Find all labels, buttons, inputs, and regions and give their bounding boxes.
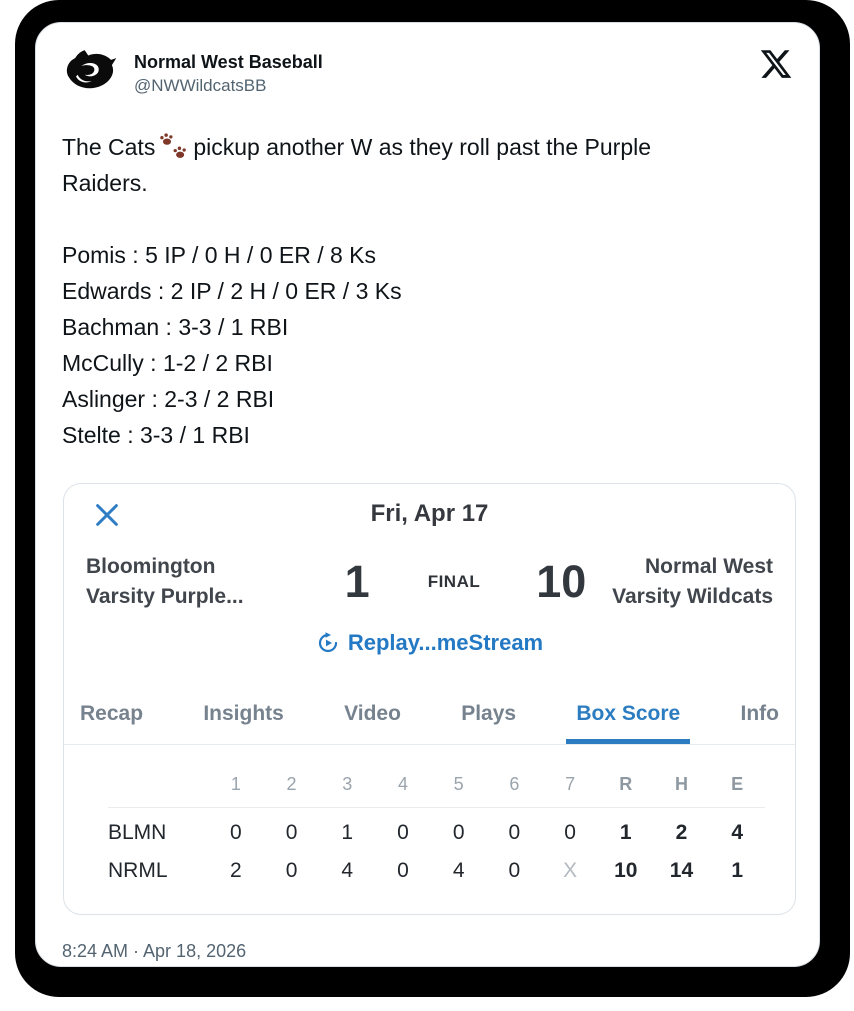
away-errors: 4 bbox=[731, 821, 744, 844]
tab-video[interactable]: Video bbox=[344, 702, 401, 725]
scoreboard-tabs bbox=[64, 702, 795, 745]
tweet-text-line2: Raiders. bbox=[62, 170, 148, 196]
stat-line: Edwards : 2 IP / 2 H / 0 ER / 3 Ks bbox=[62, 278, 402, 304]
replay-icon bbox=[316, 631, 340, 655]
tweet-text bbox=[62, 129, 793, 201]
cell: 0 bbox=[564, 821, 576, 844]
close-icon[interactable] bbox=[92, 500, 122, 530]
tweet-text-line1 bbox=[62, 129, 793, 165]
col-runs: R bbox=[619, 773, 633, 794]
away-score: 1 bbox=[344, 556, 370, 607]
game-date: Fri, Apr 17 bbox=[370, 500, 489, 527]
cell: 0 bbox=[230, 821, 242, 844]
box-score-table bbox=[64, 745, 795, 890]
tweet-card bbox=[35, 22, 820, 967]
stat-line: Bachman : 3-3 / 1 RBI bbox=[62, 314, 289, 340]
cell: 0 bbox=[508, 821, 521, 844]
box-score-header-row bbox=[108, 765, 765, 803]
paw-prints-emoji bbox=[159, 132, 189, 160]
stat-line: Stelte : 3-3 / 1 RBI bbox=[62, 422, 250, 448]
table-row-away bbox=[108, 814, 765, 852]
cell: 2 bbox=[230, 859, 242, 882]
home-team-name: Normal West Varsity Wildcats bbox=[612, 555, 773, 608]
cell: 0 bbox=[285, 859, 298, 882]
away-abbrev: BLMN bbox=[108, 821, 167, 844]
col-hits: H bbox=[674, 773, 688, 794]
stat-line: Pomis : 5 IP / 0 H / 0 ER / 8 Ks bbox=[62, 242, 377, 268]
col-inning-3: 3 bbox=[342, 773, 353, 794]
replay-link[interactable] bbox=[64, 630, 795, 656]
game-status: FINAL bbox=[427, 572, 481, 591]
wildcat-logo-avatar[interactable] bbox=[62, 47, 118, 99]
home-abbrev: NRML bbox=[108, 859, 168, 882]
author-handle[interactable]: @NWWildcatsBB bbox=[134, 76, 267, 95]
author-name[interactable]: Normal West Baseball bbox=[134, 52, 323, 72]
home-score: 10 bbox=[536, 556, 587, 607]
tweet-text-pre: The Cats bbox=[62, 134, 156, 160]
home-hits: 14 bbox=[669, 859, 694, 882]
cell-no-at-bat: X bbox=[563, 859, 578, 882]
tweet-timestamp[interactable]: 8:24 AM · Apr 18, 2026 bbox=[62, 941, 247, 961]
tweet-text-post: pickup another W as they roll past the Purple bbox=[193, 134, 652, 160]
col-inning-6: 6 bbox=[509, 773, 520, 794]
stat-line: McCully : 1-2 / 2 RBI bbox=[62, 350, 273, 376]
tab-box-score[interactable]: Box Score bbox=[566, 702, 690, 744]
col-inning-5: 5 bbox=[453, 773, 464, 794]
tab-insights[interactable]: Insights bbox=[203, 702, 284, 725]
author-block bbox=[134, 47, 323, 98]
table-row-home bbox=[108, 852, 765, 890]
col-errors: E bbox=[731, 773, 744, 794]
col-inning-7: 7 bbox=[565, 773, 576, 794]
cell: 0 bbox=[397, 859, 409, 882]
tweet-header bbox=[62, 47, 793, 99]
cell: 0 bbox=[397, 821, 409, 844]
replay-label: Replay...meStream bbox=[347, 630, 544, 655]
away-runs: 1 bbox=[619, 821, 632, 844]
cell: 0 bbox=[452, 821, 465, 844]
cell: 0 bbox=[508, 859, 521, 882]
cell: 4 bbox=[341, 859, 354, 882]
away-team-name: Bloomington Varsity Purple... bbox=[86, 555, 244, 608]
home-runs: 10 bbox=[614, 859, 638, 882]
stat-line: Aslinger : 2-3 / 2 RBI bbox=[62, 386, 275, 412]
col-inning-4: 4 bbox=[397, 773, 408, 794]
cell: 0 bbox=[285, 821, 298, 844]
col-inning-2: 2 bbox=[286, 773, 297, 794]
away-hits: 2 bbox=[675, 821, 688, 844]
table-divider bbox=[108, 807, 765, 808]
col-inning-1: 1 bbox=[230, 773, 241, 794]
tab-plays[interactable]: Plays bbox=[461, 702, 517, 725]
cell: 4 bbox=[452, 859, 465, 882]
tab-info[interactable]: Info bbox=[740, 702, 779, 725]
cell: 1 bbox=[341, 821, 354, 844]
scoreboard-header bbox=[64, 484, 795, 544]
score-row bbox=[64, 544, 795, 612]
x-logo-icon[interactable] bbox=[759, 47, 793, 81]
tab-recap[interactable]: Recap bbox=[80, 702, 144, 725]
stats-block bbox=[62, 237, 793, 453]
scoreboard-widget bbox=[63, 483, 796, 915]
home-errors: 1 bbox=[731, 859, 744, 882]
